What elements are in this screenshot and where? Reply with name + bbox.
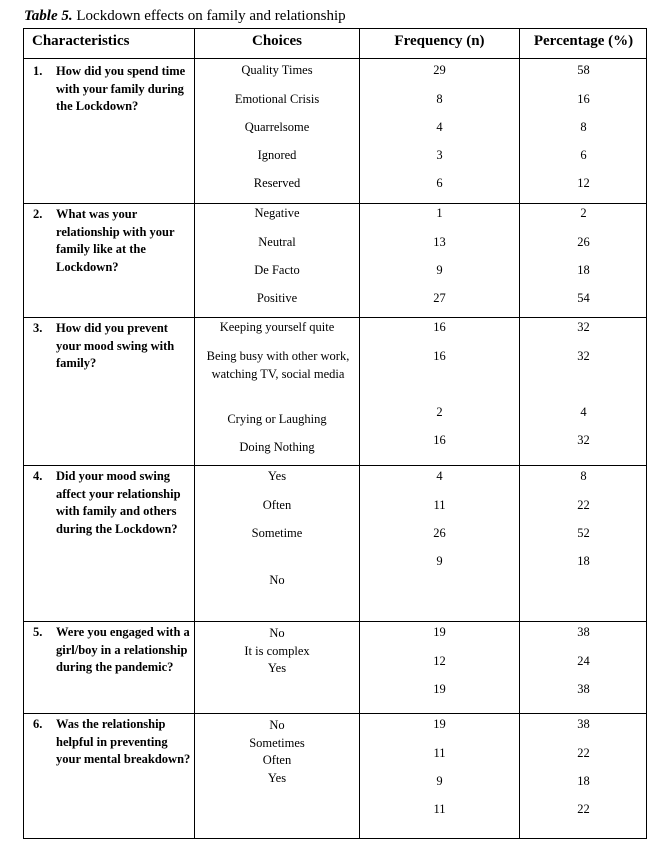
caption-label: Table 5. — [24, 8, 73, 24]
header-frequency: Frequency (n) — [394, 33, 485, 49]
question-number: 4. — [33, 469, 43, 483]
question-text: How did you spend time with your family during the Lockdown? — [56, 64, 186, 113]
percentage-cell: 32 — [577, 320, 590, 334]
percentage-cell: 22 — [577, 802, 590, 816]
frequency-cell: 6 — [436, 176, 443, 190]
choice-cell: Yes — [267, 469, 287, 483]
percentage-cell: 52 — [577, 526, 590, 540]
row-divider — [23, 713, 647, 714]
percentage-cell: 22 — [577, 498, 590, 512]
frequency-cell: 11 — [433, 498, 446, 512]
table-caption — [24, 8, 346, 25]
choice-cell: Often — [262, 498, 292, 512]
row-divider — [23, 203, 647, 204]
percentage-cell: 8 — [580, 120, 587, 134]
percentage-cell: 38 — [577, 717, 590, 731]
question-number: 2. — [33, 207, 43, 221]
question-text: Were you engaged with a girl/boy in a relationship during the pandemic? — [56, 625, 190, 674]
frequency-cell: 16 — [433, 349, 446, 363]
choice-cell: Keeping yourself quite — [219, 320, 335, 334]
percentage-cell: 54 — [577, 291, 590, 305]
question-text: How did you prevent your mood swing with family? — [56, 321, 175, 370]
percentage-cell: 32 — [577, 349, 590, 363]
frequency-cell: 13 — [433, 235, 446, 249]
question-number: 1. — [33, 64, 43, 78]
frequency-cell: 27 — [433, 291, 446, 305]
frequency-cell: 9 — [436, 554, 443, 568]
question-number: 5. — [33, 625, 43, 639]
choice-cell: No — [269, 626, 285, 640]
frequency-cell: 2 — [436, 405, 443, 419]
frequency-cell: 16 — [433, 320, 446, 334]
percentage-cell: 16 — [577, 92, 590, 106]
choice-cell: Being busy with other work, watching TV, social media — [206, 349, 350, 381]
choice-cell: Quality Times — [241, 63, 313, 77]
row-divider — [23, 317, 647, 318]
frequency-cell: 4 — [436, 469, 443, 483]
frequency-cell: 3 — [436, 148, 443, 162]
choice-cell: De Facto — [254, 263, 300, 277]
percentage-cell: 58 — [577, 63, 590, 77]
caption-text: Lockdown effects on family and relationship — [72, 8, 346, 24]
frequency-cell: 26 — [433, 526, 446, 540]
question-number: 3. — [33, 321, 43, 335]
header-divider — [23, 58, 647, 59]
question-text: Was the relationship helpful in preventing your mental breakdown? — [56, 717, 191, 766]
frequency-cell: 8 — [436, 92, 443, 106]
percentage-cell: 18 — [577, 263, 590, 277]
header-characteristics: Characteristics — [32, 33, 130, 49]
percentage-cell: 22 — [577, 746, 590, 760]
frequency-cell: 11 — [433, 746, 446, 760]
choice-cell: Crying or Laughing — [227, 412, 327, 426]
question-number: 6. — [33, 717, 43, 731]
choice-cell: Quarrelsome — [244, 120, 310, 134]
percentage-cell: 4 — [580, 405, 587, 419]
choice-cell: Ignored — [257, 148, 297, 162]
percentage-cell: 8 — [580, 469, 587, 483]
row-divider — [23, 465, 647, 466]
percentage-cell: 32 — [577, 433, 590, 447]
frequency-cell: 16 — [433, 433, 446, 447]
question-text: What was your relationship with your family like at the Lockdown? — [56, 207, 175, 274]
choice-cell: No — [269, 718, 285, 732]
choice-cell: Sometimes — [249, 736, 305, 750]
choice-cell: Neutral — [258, 235, 296, 249]
percentage-cell: 12 — [577, 176, 590, 190]
choice-cell: Negative — [254, 206, 300, 220]
choice-cell: Doing Nothing — [239, 440, 315, 454]
choice-cell: Yes — [267, 661, 287, 675]
choice-cell: Emotional Crisis — [234, 92, 320, 106]
percentage-cell: 6 — [580, 148, 587, 162]
choice-cell: Yes — [267, 771, 287, 785]
frequency-cell: 1 — [436, 206, 443, 220]
row-divider — [23, 621, 647, 622]
choice-cell: Positive — [256, 291, 298, 305]
frequency-cell: 12 — [433, 654, 446, 668]
choice-cell: It is complex — [244, 644, 310, 658]
percentage-cell: 18 — [577, 774, 590, 788]
frequency-cell: 19 — [433, 682, 446, 696]
percentage-cell: 18 — [577, 554, 590, 568]
frequency-cell: 9 — [436, 774, 443, 788]
header-percentage: Percentage (%) — [533, 33, 634, 49]
percentage-cell: 38 — [577, 625, 590, 639]
percentage-cell: 24 — [577, 654, 590, 668]
choice-cell: Reserved — [253, 176, 301, 190]
choice-cell: Sometime — [251, 526, 303, 540]
choice-cell: Often — [262, 753, 292, 767]
frequency-cell: 4 — [436, 120, 443, 134]
frequency-cell: 19 — [433, 625, 446, 639]
frequency-cell: 29 — [433, 63, 446, 77]
choice-cell: No — [269, 573, 285, 587]
frequency-cell: 11 — [433, 802, 446, 816]
percentage-cell: 26 — [577, 235, 590, 249]
question-text: Did your mood swing affect your relationship with family and others during the Lockdown? — [56, 469, 181, 536]
header-choices: Choices — [252, 33, 302, 49]
frequency-cell: 19 — [433, 717, 446, 731]
percentage-cell: 2 — [580, 206, 587, 220]
percentage-cell: 38 — [577, 682, 590, 696]
frequency-cell: 9 — [436, 263, 443, 277]
